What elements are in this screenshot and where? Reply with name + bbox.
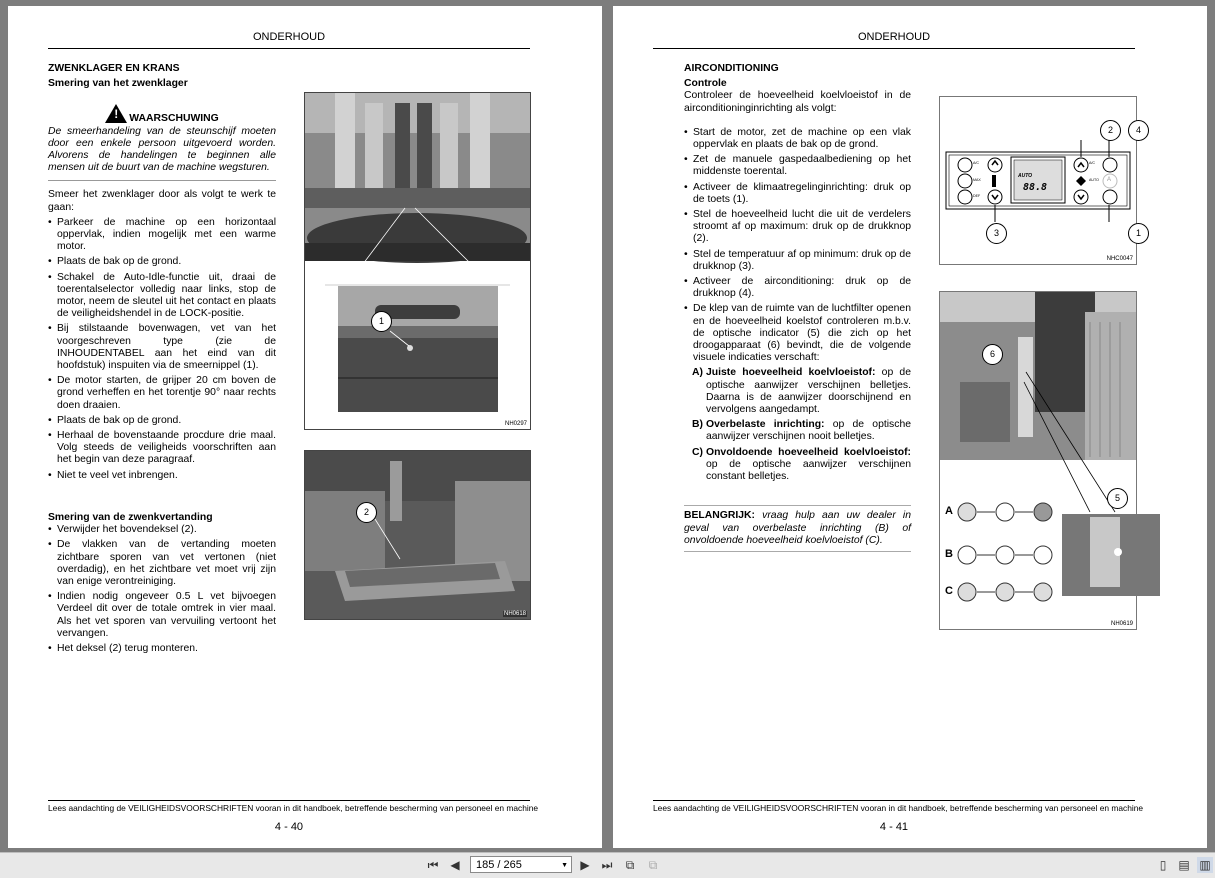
list-item: • Stel de temperatuur af op minimum: druk op de drukknop (3). — [684, 249, 911, 273]
warning-heading — [48, 104, 276, 125]
callout-4: 4 — [1128, 120, 1149, 141]
right-page — [613, 6, 1207, 848]
list-item: B) Overbelaste inrichting: op de optische aanwijzer verschijnen nooit belletjes. — [692, 419, 912, 443]
intro-text: Controleer de hoeveelheid koelvloeistof in de airconditioninginrichting als volgt: — [684, 90, 911, 114]
footer-rule — [48, 800, 530, 801]
callout-2: 2 — [356, 502, 377, 523]
go-forward-view-button[interactable] — [645, 857, 661, 873]
page-footer: Lees aandachting de VEILIGHEIDSVOORSCHRIFTEN vooran in dit handboek, betreffende bescherming van personeel en machine — [653, 803, 1144, 813]
previous-page-button[interactable] — [447, 857, 463, 873]
button-label-ac: A/C — [973, 161, 979, 165]
list-item: • Bij stilstaande bovenwagen, vet van het voorgeschreven type (zie de INHOUDENTABEL aan het eind van dit hoofdstuk) inspuiten via de smeernippel (1). — [48, 323, 276, 372]
left-text-column — [48, 63, 276, 658]
header-rule — [48, 48, 530, 49]
list-item: • Verwijder het bovendeksel (2). — [48, 524, 276, 536]
intro-text: Smeer het zwenklager door als volgt te werk te gaan: — [48, 189, 276, 213]
right-text-column — [684, 63, 911, 552]
page-header: ONDERHOUD — [252, 31, 326, 43]
continuous-view-button[interactable] — [1176, 857, 1192, 873]
last-page-icon: ⏭ — [601, 857, 613, 872]
viewer-toolbar — [0, 852, 1215, 878]
previous-page-icon: ◀ — [450, 858, 460, 872]
left-page — [8, 6, 602, 848]
chevron-down-icon: ▼ — [561, 862, 568, 869]
list-item: • Indien nodig ongeveer 0.5 L vet bijvoegen Verdeel dit over de totale omtrek in vier maal. Als het vet sporen van vervuiling vertoont het vervangen. — [48, 591, 276, 640]
gear-lubrication-steps — [48, 524, 276, 655]
figure-code: NH0297 — [504, 421, 527, 427]
figure-code: NHC0047 — [1106, 256, 1133, 262]
figure-control-panel — [939, 96, 1141, 265]
single-page-view-button[interactable] — [1155, 857, 1171, 873]
page-number: 4 - 41 — [879, 821, 909, 833]
swing-bearing-photo — [305, 93, 530, 429]
callout-1: 1 — [371, 311, 392, 332]
swing-gear-photo — [305, 451, 530, 619]
list-item: • Activeer de airconditioning: druk op de drukknop (4). — [684, 276, 911, 300]
section-title: AIRCONDITIONING — [684, 63, 779, 74]
display-auto-label: AUTO — [1018, 173, 1033, 179]
forward-view-icon: ⧉ — [648, 857, 658, 872]
list-item: • Het deksel (2) terug monteren. — [48, 643, 276, 655]
indicator-row-a: A — [945, 505, 953, 517]
figure-code: NH0619 — [1110, 621, 1133, 627]
figure-code: NH0618 — [503, 611, 526, 617]
next-page-button[interactable] — [577, 857, 593, 873]
section-subtitle: Controle — [684, 78, 727, 90]
first-page-icon: ⏮ — [427, 857, 439, 872]
figure-swing-gear — [304, 450, 531, 620]
indicator-options — [684, 367, 911, 483]
callout-2: 2 — [1100, 120, 1121, 141]
page-header: ONDERHOUD — [857, 31, 931, 43]
list-item: • Schakel de Auto-Idle-functie uit, draai de toerentalselector volledig naar links, stop de motor, neem de sleutel uit het contact en plaats de veiligheidshendel in de LOCK-positie. — [48, 272, 276, 321]
section-title: ZWENKLAGER EN KRANS — [48, 63, 180, 74]
callout-3: 3 — [986, 223, 1007, 244]
list-item: • Activeer de klimaatregelinginrichting: druk op de toets (1). — [684, 182, 911, 206]
figure-dryer — [939, 291, 1137, 630]
callout-6: 6 — [982, 344, 1003, 365]
warning-title: WAARSCHUWING — [129, 113, 219, 125]
list-item: • Stel de hoeveelheid lucht die uit de verdelers stroomt af op maximum: druk op de drukknop (2). — [684, 209, 911, 246]
warning-text: De smeerhandeling van de steunschijf moeten door een enkele persoon uitgevoerd worden. Alvorens de handelingen te beginnen alle mensen uit de buurt van de machine wegsturen. — [48, 125, 276, 174]
list-item: • De klep van de ruimte van de luchtfilter openen en de hoeveelheid koelstof controleren m.b.v. de optische indicator (5) die zich op het droogapparaat (6) bevindt, die de volgende visuele indicaties verschaft: — [684, 303, 911, 364]
first-page-button[interactable] — [425, 857, 441, 873]
callout-1: 1 — [1128, 223, 1149, 244]
button-label-auto: AUTO — [1089, 178, 1099, 182]
list-item: • Niet te veel vet inbrengen. — [48, 470, 276, 482]
go-back-view-button[interactable] — [622, 857, 638, 873]
continuous-page-icon: ▤ — [1178, 858, 1190, 872]
warning-box — [48, 104, 276, 181]
button-label-ac-right: A/C — [1089, 161, 1095, 165]
footer-rule — [653, 800, 1135, 801]
lubrication-steps — [48, 217, 276, 482]
header-rule — [653, 48, 1135, 49]
callout-5: 5 — [1107, 488, 1128, 509]
button-label-max: MAX — [973, 178, 981, 182]
indicator-row-c: C — [945, 585, 953, 597]
button-label-def: DEF — [973, 194, 981, 198]
list-item: • Plaats de bak op de grond. — [48, 415, 276, 427]
page-number: 4 - 40 — [274, 821, 304, 833]
list-item: • Parkeer de machine op een horizontaal oppervlak, indien mogelijk met een warme motor. — [48, 217, 276, 254]
page-number-field[interactable]: 185 / 265 ▼ — [470, 856, 572, 873]
back-view-icon: ⧉ — [625, 857, 635, 872]
next-page-icon: ▶ — [580, 858, 590, 872]
ac-check-steps — [684, 127, 911, 365]
list-item: • Plaats de bak op de grond. — [48, 256, 276, 268]
facing-pages-view-button[interactable] — [1197, 857, 1213, 873]
important-note: BELANGRIJK: vraag hulp aan uw dealer in geval van overbelaste inrichting (B) of onvoldoende hoeveelheid koelvloeistof (C). — [684, 505, 911, 552]
single-page-icon: ▯ — [1159, 858, 1167, 872]
list-item: • De motor starten, de grijper 20 cm boven de grond verheffen en het torentje 90° naar rechts doen draaien. — [48, 375, 276, 412]
section-subtitle-2: Smering van de zwenkvertanding — [48, 511, 213, 523]
list-item: • Herhaal de bovenstaande procdure drie maal. Volg steeds de veiligheids voorschriften aan het begin van deze paragraaf. — [48, 430, 276, 467]
list-item: A) Juiste hoeveelheid koelvloeistof: op de optische aanwijzer verschijnen belletjes. Daarna is de aanwijzer doorschijnend en vervolgens aangedampt. — [692, 367, 911, 416]
warning-triangle-icon — [105, 104, 127, 123]
indicator-row-b: B — [945, 548, 953, 560]
facing-pages-icon: ▥ — [1199, 858, 1211, 872]
list-item: • Start de motor, zet de machine op een vlak oppervlak en plaats de bak op de grond. — [684, 127, 911, 151]
dryer-photo — [940, 292, 1136, 629]
display-temperature: 88.8 — [1023, 182, 1048, 193]
section-subtitle: Smering van het zwenklager — [48, 78, 188, 90]
page-footer: Lees aandachting de VEILIGHEIDSVOORSCHRIFTEN vooran in dit handboek, betreffende bescherming van personeel en machine — [48, 803, 539, 813]
list-item: • De vlakken van de vertanding moeten zichtbare sporen van vet vertonen (niet overdadig), en het zichtbare vet moet vrij zijn van enige verontreiniging. — [48, 539, 276, 588]
list-item: C) Onvoldoende hoeveelheid koelvloeistof: op de optische aanwijzer verschijnen constant belletjes. — [692, 446, 911, 483]
button-label-a: A — [1107, 177, 1112, 183]
list-item: • Zet de manuele gaspedaalbediening op het middenste toerental. — [684, 154, 911, 178]
figure-swing-bearing — [304, 92, 531, 430]
last-page-button[interactable] — [599, 857, 615, 873]
